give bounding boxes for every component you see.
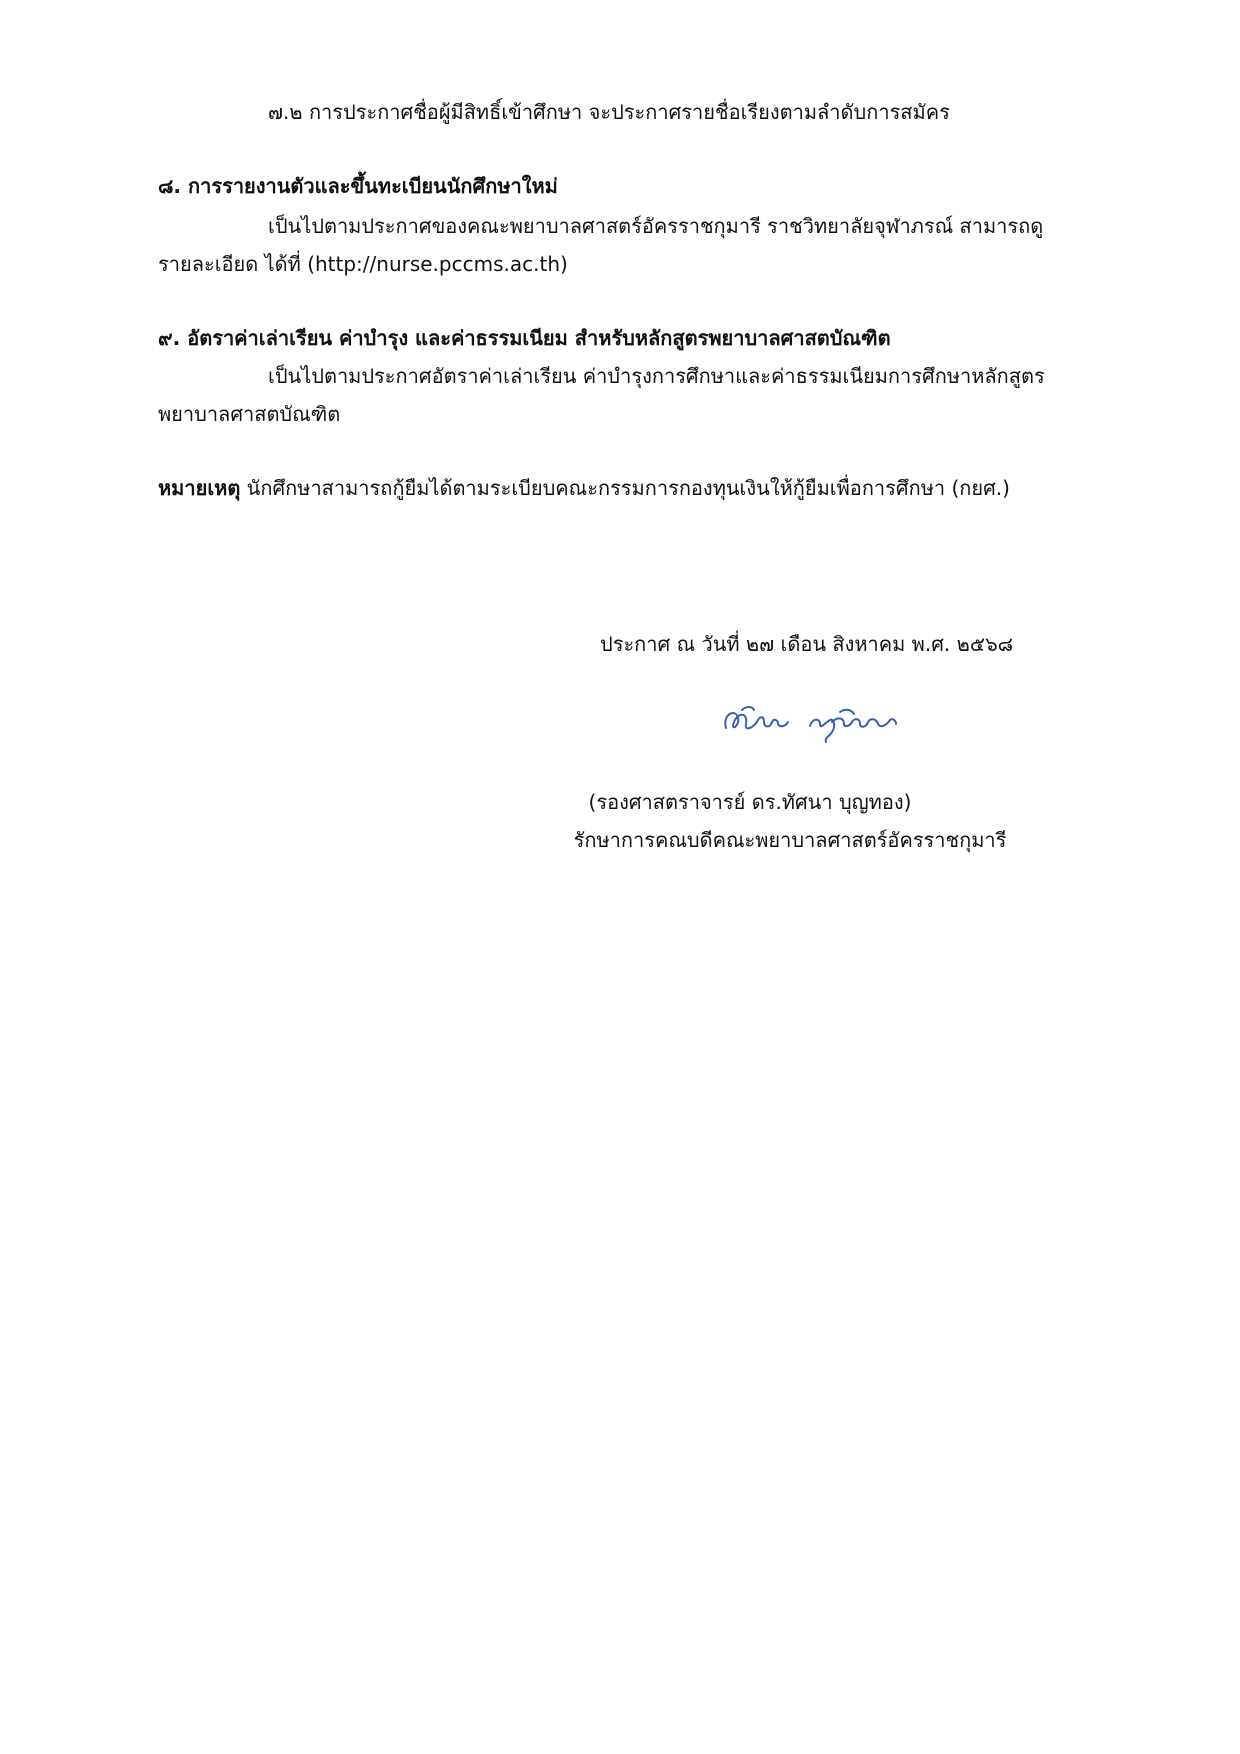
announcement-date: ประกาศ ณ วันที่ ๒๗ เดือน สิงหาคม พ.ศ. ๒๕๖๘ (600, 632, 1014, 656)
section-7-2-text: ๗.๒ การประกาศชื่อผู้มีสิทธิ์เข้าศึกษา จะประกาศรายชื่อเรียงตามลำดับการสมัคร (268, 100, 950, 124)
signature (720, 692, 920, 748)
section-8-heading: ๘. การรายงานตัวและขึ้นทะเบียนนักศึกษาใหม่ (158, 174, 558, 198)
note-text: นักศึกษาสามารถกู้ยืมได้ตามระเบียบคณะกรรมการกองทุนเงินให้กู้ยืมเพื่อการศึกษา (กยศ.) (240, 476, 1010, 500)
note-label: หมายเหตุ (158, 476, 241, 500)
section-9-line-2: พยาบาลศาสตบัณฑิต (158, 402, 341, 426)
note-paragraph (158, 472, 1010, 504)
section-8-line-1: เป็นไปตามประกาศของคณะพยาบาลศาสตร์อัครราชกุมารี ราชวิทยาลัยจุฬาภรณ์ สามารถดู (268, 214, 1044, 238)
signatory-name: (รองศาสตราจารย์ ดร.ทัศนา บุญทอง) (588, 790, 912, 814)
section-9-line-1: เป็นไปตามประกาศอัตราค่าเล่าเรียน ค่าบำรุงการศึกษาและค่าธรรมเนียมการศึกษาหลักสูตร (268, 364, 1045, 388)
section-9-heading: ๙. อัตราค่าเล่าเรียน ค่าบำรุง และค่าธรรมเนียม สำหรับหลักสูตรพยาบาลศาสตบัณฑิต (158, 326, 891, 350)
section-8-line-2: รายละเอียด ได้ที่ (http://nurse.pccms.ac.th) (158, 252, 568, 276)
signatory-title: รักษาการคณบดีคณะพยาบาลศาสตร์อัครราชกุมารี (573, 828, 1007, 852)
